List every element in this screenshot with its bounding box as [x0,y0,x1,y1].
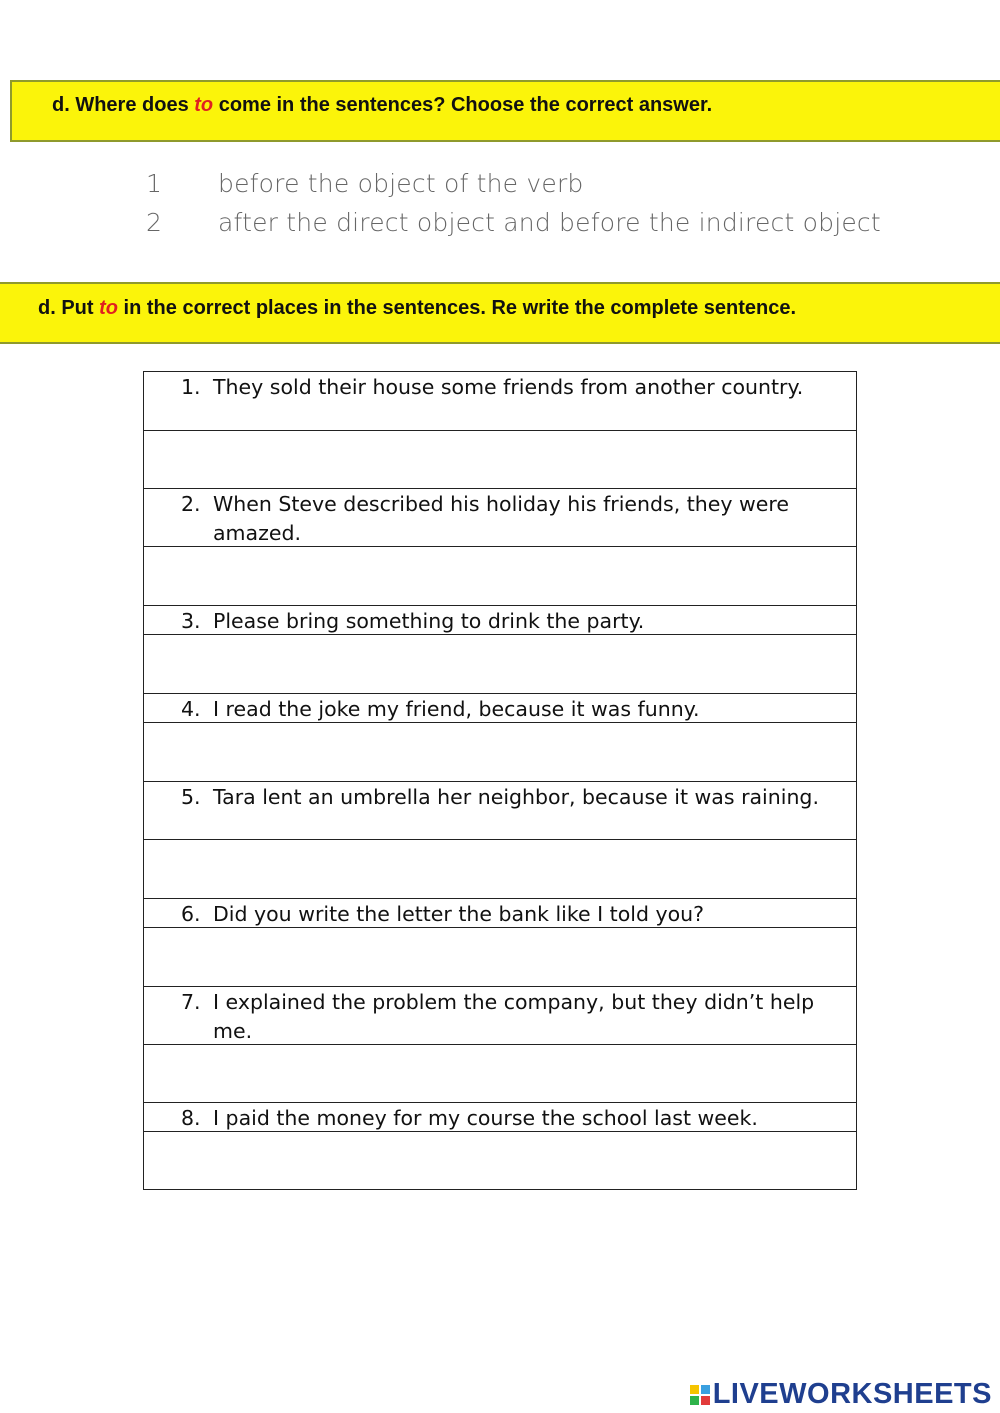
choice-text: after the direct object and before the indirect object [218,208,881,237]
question-number: 2. [181,492,201,516]
logo-square-green [690,1396,699,1405]
answer-row [144,1045,857,1103]
question-row [144,489,857,547]
question-number: 3. [181,609,201,633]
answer-input-8[interactable] [144,1132,856,1189]
answer-input-7[interactable] [144,1045,856,1102]
question-number: 7. [181,990,201,1014]
question-row [144,1103,857,1132]
question-number: 4. [181,697,201,721]
choice-text: before the object of the verb [218,169,584,198]
liveworksheets-logo-icon [690,1385,710,1405]
answer-row [144,928,857,987]
banner-text-suffix: in the correct places in the sentences. Re write the complete sentence. [118,297,797,319]
answer-row [144,1132,857,1190]
logo-wordmark: LIVEWORKSHEETS [712,1378,992,1410]
question-number: 5. [181,785,201,809]
answer-input-2[interactable] [144,547,856,605]
answer-row [144,547,857,606]
banner-text-prefix: d. Put [38,297,100,319]
answer-input-3[interactable] [144,635,856,693]
answer-input-5[interactable] [144,840,856,898]
question-text: I explained the problem the company, but they didn’t help me. [213,990,815,1043]
logo-square-yellow [690,1385,699,1394]
question-text: They sold their house some friends from another country. [213,375,804,399]
exercise-table [143,371,857,1190]
banner-highlight-to: to [194,94,214,116]
choice-number: 1 [146,169,163,198]
question-text: I read the joke my friend, because it was funny. [213,697,700,721]
answer-input-1[interactable] [144,431,856,488]
answer-row [144,723,857,782]
section2-instruction-banner [0,282,1000,344]
question-text: Tara lent an umbrella her neighbor, because it was raining. [213,785,819,809]
logo-square-red [701,1396,710,1405]
question-text: When Steve described his holiday his friends, they were amazed. [213,492,790,545]
question-row [144,782,857,840]
answer-row [144,431,857,489]
question-text: Did you write the letter the bank like I told you? [213,902,705,926]
question-row [144,694,857,723]
answer-row [144,840,857,899]
question-text: I paid the money for my course the school last week. [213,1106,758,1130]
answer-input-4[interactable] [144,723,856,781]
question-row [144,899,857,928]
question-number: 8. [181,1106,201,1130]
question-text: Please bring something to drink the party. [213,609,645,633]
question-row [144,372,857,431]
question-number: 1. [181,375,201,399]
question-number: 6. [181,902,201,926]
banner-text-prefix: d. Where does [52,94,195,116]
choice-number: 2 [146,208,163,237]
banner-highlight-to: to [99,297,118,319]
question-row [144,987,857,1045]
answer-row [144,635,857,694]
banner-text-suffix: come in the sentences? Choose the correct answer. [213,94,713,116]
choice-2[interactable] [146,203,881,242]
question-row [144,606,857,635]
answer-input-6[interactable] [144,928,856,986]
choice-1[interactable] [146,164,881,203]
logo-square-blue [701,1385,710,1394]
answer-choices [146,164,881,242]
liveworksheets-logo [690,1378,992,1411]
section1-instruction-banner [10,80,1000,142]
